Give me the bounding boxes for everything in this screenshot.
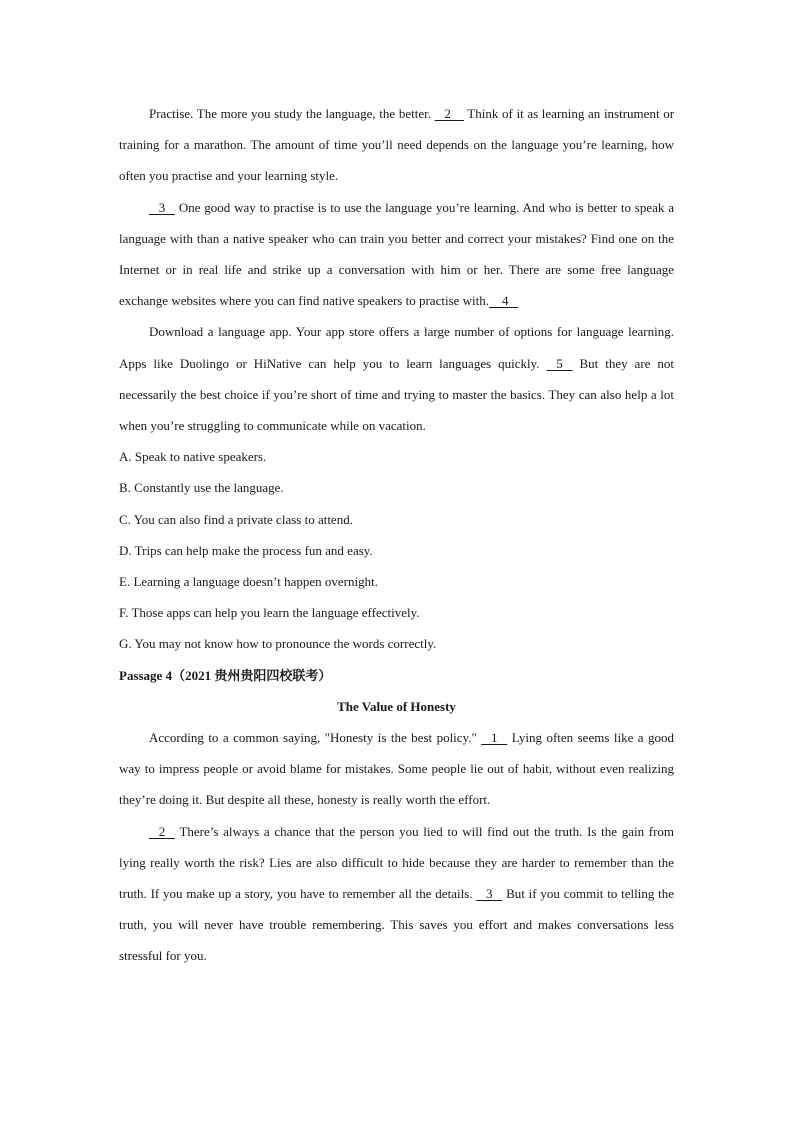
option-c: C. You can also find a private class to attend.	[119, 511, 353, 527]
answer-blank-3[interactable]: 3	[158, 199, 166, 215]
paragraph-text: There’s always a chance that the person you lied to will find out the truth. Is the gain from lying really worth the risk? Lies are also difficult to hide because they are harder to remember than the truth. If you make up a story, you have to remember all the details.	[119, 823, 675, 902]
answer-blank-3b[interactable]: 3	[486, 886, 493, 902]
answer-blank-2b[interactable]: 2	[158, 823, 166, 839]
paragraph-text: But if you commit to telling the truth, you will never have trouble remembering. This saves you effort and makes conversations less stressful for you.	[119, 886, 675, 964]
option-f: F. Those apps can help you learn the language effectively.	[119, 605, 420, 621]
paragraph-honesty-saying	[119, 722, 674, 816]
passage-title: The Value of Honesty	[337, 698, 456, 714]
option-a: A. Speak to native speakers.	[119, 449, 267, 465]
paragraph-text: But they are not necessarily the best choice if you’re short of time and trying to master the basics. They can also help a lot when you’re struggling to communicate while on vacation.	[119, 355, 675, 434]
document-page	[119, 98, 674, 972]
answer-blank-5[interactable]: 5	[556, 355, 563, 371]
answer-blank-4[interactable]: 4	[502, 293, 509, 309]
paragraph-text: Think of it as learning an instrument or training for a marathon. The amount of time you’ll need depends on the language you’re learning, how often you practise and your learning style.	[119, 106, 675, 184]
option-b: B. Constantly use the language.	[119, 480, 284, 496]
paragraph-language-app	[119, 316, 674, 441]
option-d: D. Trips can help make the process fun and easy.	[119, 542, 373, 558]
answer-blank-2[interactable]: 2	[444, 106, 451, 121]
paragraph-native-speaker	[119, 192, 674, 317]
paragraph-honesty-risk	[119, 816, 674, 972]
paragraph-text: Practise. The more you study the language, the better.	[149, 106, 431, 121]
paragraph-text: Download a language app. Your app store offers a large number of options for language learning. Apps like Duolingo or HiNative can help you to learn languages quickly.	[119, 324, 674, 371]
passage-heading: Passage 4（2021 贵州贵阳四校联考）	[119, 667, 332, 683]
paragraph-practise	[119, 98, 674, 192]
paragraph-text: One good way to practise is to use the language you’re learning. And who is better to speak a language with than a native speaker who can train you better and correct your mistakes? Find one on the Internet or in real life and strike up a conversation with him or her. There are some free language exchange websites where you can find native speakers to practise with.	[119, 199, 675, 309]
answer-blank-1[interactable]: 1	[490, 730, 498, 746]
paragraph-text: According to a common saying, "Honesty is the best policy."	[149, 730, 477, 746]
option-g: G. You may not know how to pronounce the words correctly.	[119, 636, 437, 652]
paragraph-text: Lying often seems like a good way to impress people or avoid blame for mistakes. Some people lie out of habit, without even realizing they’re doing it. But despite all these, honesty is really worth the effort.	[119, 730, 674, 808]
option-e: E. Learning a language doesn’t happen overnight.	[119, 574, 378, 590]
